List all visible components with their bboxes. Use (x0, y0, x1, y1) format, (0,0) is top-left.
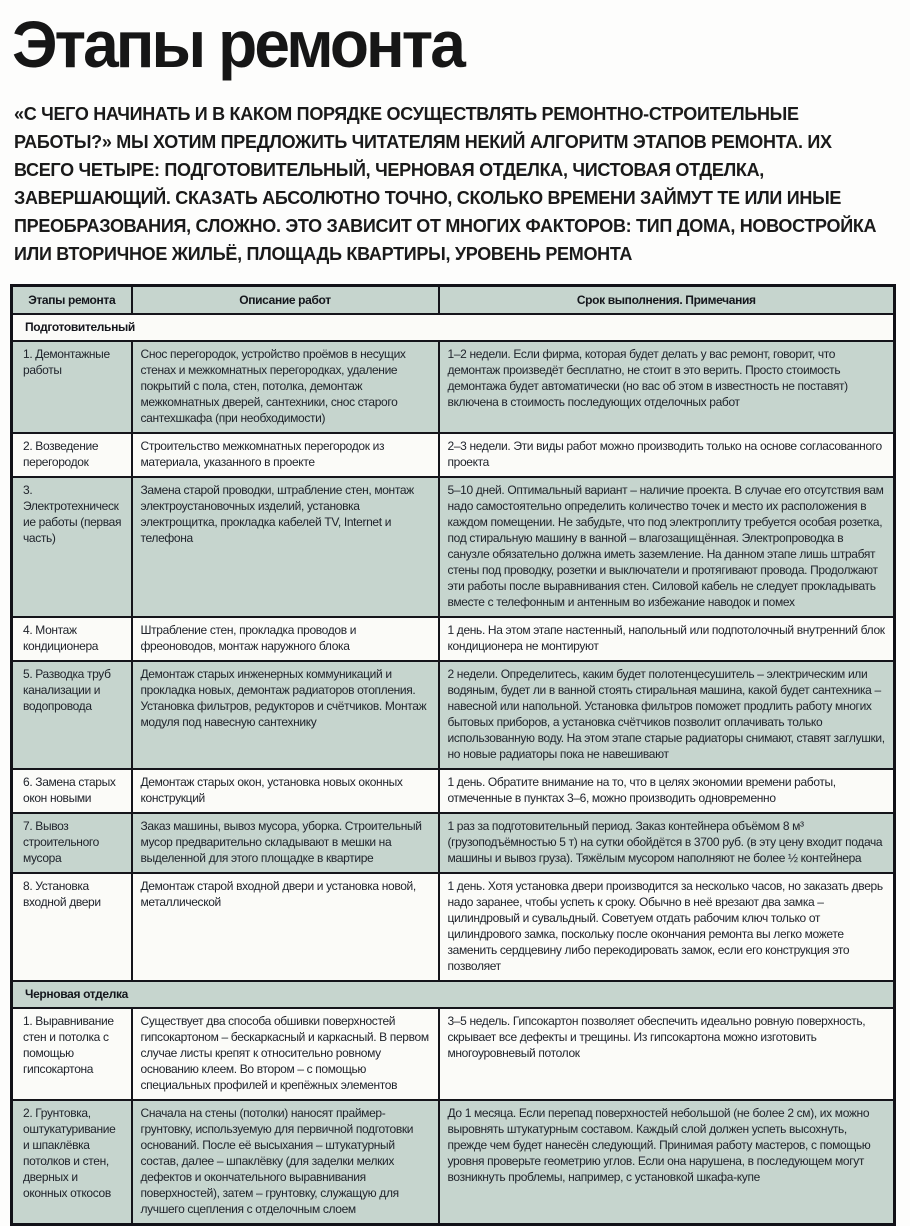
description-cell: Демонтаж старой входной двери и установка новой, металлической (132, 873, 439, 981)
notes-cell: 1–2 недели. Если фирма, которая будет делать у вас ремонт, говорит, что демонтаж произведёт бесплатно, не стоит в это верить. Просто стоимость демонтажа будет автоматически (но вас об этом в известность не поставят) включена в стоимость последующих отделочных работ (439, 341, 895, 433)
table-header-row (12, 286, 895, 315)
stage-cell: 5. Разводка труб канализации и водопровода (12, 661, 132, 769)
table-body (12, 314, 895, 1225)
table-row (12, 1100, 895, 1225)
notes-cell: 1 день. На этом этапе настенный, напольный или подпотолочный внутренний блок кондиционера не монтируют (439, 617, 895, 661)
stage-cell: 1. Выравнивание стен и потолка с помощью гипсокартона (12, 1008, 132, 1100)
table-row (12, 813, 895, 873)
section-title: Подготовительный (12, 314, 895, 341)
table-row (12, 341, 895, 433)
stage-cell: 1. Демонтажные работы (12, 341, 132, 433)
notes-cell: 2–3 недели. Эти виды работ можно производить только на основе согласованного проекта (439, 433, 895, 477)
description-cell: Строительство межкомнатных перегородок из материала, указанного в проекте (132, 433, 439, 477)
description-cell: Замена старой проводки, штрабление стен, монтаж электроустановочных изделий, установка электрощитка, прокладка кабелей TV, Internet и телефона (132, 477, 439, 617)
column-header-description: Описание работ (132, 286, 439, 315)
table-row (12, 769, 895, 813)
renovation-stages-table (10, 284, 896, 1226)
notes-cell: 1 день. Хотя установка двери производится за несколько часов, но заказать дверь надо заранее, чтобы успеть к сроку. Обычно в неё врезают два замка – цилиндровый и сувальдный. Советуем отдать рабочим ключ только от цилиндрового замка, поскольку после окончания ремонта вы легко можете заменить сердцевину либо перекодировать замок, если его конструкция это позволяет (439, 873, 895, 981)
notes-cell: 3–5 недель. Гипсокартон позволяет обеспечить идеально ровную поверхность, скрывает все дефекты и трещины. Из гипсокартона можно изготовить многоуровневый потолок (439, 1008, 895, 1100)
stage-cell: 2. Грунтовка, оштукатуривание и шпаклёвка потолков и стен, дверных и оконных откосов (12, 1100, 132, 1225)
column-header-duration-notes: Срок выполнения. Примечания (439, 286, 895, 315)
column-header-stage: Этапы ремонта (12, 286, 132, 315)
notes-cell: 1 раз за подготовительный период. Заказ контейнера объёмом 8 м³ (грузоподъёмностью 5 т) на сутки обойдётся в 3700 руб. (в эту цену входит подача машины и вывоз груза). Тяжёлым мусором наполняют не более ½ контейнера (439, 813, 895, 873)
table-row (12, 661, 895, 769)
notes-cell: 2 недели. Определитесь, каким будет полотенцесушитель – электрическим или водяным, будет ли в ванной стоять стиральная машина, какой будет сантехника – навесной или напольной. Установка фильтров поможет продлить работу многих бытовых приборов, а установка счётчиков позволит оплачивать только использованную воду. На этом этапе старые радиаторы снимают, ставят заглушки, но новые радиаторы пока не навешивают (439, 661, 895, 769)
section-header-row (12, 981, 895, 1008)
description-cell: Демонтаж старых инженерных коммуникаций и прокладка новых, демонтаж радиаторов отопления. Установка фильтров, редукторов и счётчиков. Монтаж модуля под навесную сантехнику (132, 661, 439, 769)
section-title: Черновая отделка (12, 981, 895, 1008)
section-header-row (12, 314, 895, 341)
intro-paragraph: «С ЧЕГО НАЧИНАТЬ И В КАКОМ ПОРЯДКЕ ОСУЩЕСТВЛЯТЬ РЕМОНТНО-СТРОИТЕЛЬНЫЕ РАБОТЫ?» МЫ ХОТИМ ПРЕДЛОЖИТЬ ЧИТАТЕЛЯМ НЕКИЙ АЛГОРИТМ ЭТАПОВ РЕМОНТА. ИХ ВСЕГО ЧЕТЫРЕ: ПОДГОТОВИТЕЛЬНЫЙ, ЧЕРНОВАЯ ОТДЕЛКА, ЧИСТОВАЯ ОТДЕЛКА, ЗАВЕРШАЮЩИЙ. СКАЗАТЬ АБСОЛЮТНО ТОЧНО, СКОЛЬКО ВРЕМЕНИ ЗАЙМУТ ТЕ ИЛИ ИНЫЕ ПРЕОБРАЗОВАНИЯ, СЛОЖНО. ЭТО ЗАВИСИТ ОТ МНОГИХ ФАКТОРОВ: ТИП ДОМА, НОВОСТРОЙКА ИЛИ ВТОРИЧНОЕ ЖИЛЬЁ, ПЛОЩАДЬ КВАРТИРЫ, УРОВЕНЬ РЕМОНТА (14, 104, 877, 264)
description-cell: Снос перегородок, устройство проёмов в несущих стенах и межкомнатных перегородках, удаление покрытий с пола, стен, потолка, демонтаж межкомнатных дверей, сантехники, снос старого сантехшкафа (при необходимости) (132, 341, 439, 433)
description-cell: Существует два способа обшивки поверхностей гипсокартоном – бескаркасный и каркасный. В первом случае листы крепят к относительно ровному основанию клеем. Во втором – с помощью специальных профилей и крепёжных элементов (132, 1008, 439, 1100)
stage-cell: 4. Монтаж кондиционера (12, 617, 132, 661)
notes-cell: 5–10 дней. Оптимальный вариант – наличие проекта. В случае его отсутствия вам надо самостоятельно определить количество точек и место их расположения в каждом помещении. Не забудьте, что под электроплиту требуется особая розетка, под стиральную машину в ванной – влагозащищённая. Электропроводка в санузле обязательно должна иметь заземление. На данном этапе лишь штрабят стены под проводку, розетки и выключатели и протягивают провода. Продолжают эти работы после выравнивания стен. Силовой кабель не следует прокладывать вместе с телефонным и антенным во избежание наводок и помех (439, 477, 895, 617)
notes-cell: 1 день. Обратите внимание на то, что в целях экономии времени работы, отмеченные в пунктах 3–6, можно производить одновременно (439, 769, 895, 813)
table-row (12, 477, 895, 617)
stage-cell: 6. Замена старых окон новыми (12, 769, 132, 813)
table-row (12, 617, 895, 661)
description-cell: Заказ машины, вывоз мусора, уборка. Строительный мусор предварительно складывают в мешки на выделенной для этого площадке в квартире (132, 813, 439, 873)
stage-cell: 3. Электротехнические работы (первая часть) (12, 477, 132, 617)
page-title: Этапы ремонта (12, 7, 463, 81)
description-cell: Сначала на стены (потолки) наносят праймер-грунтовку, используемую для первичной подготовки оснований. После её высыхания – штукатурный состав, далее – шпаклёвку (для заделки мелких дефектов и окончательного выравнивания поверхностей), затем – грунтовку, служащую для лучшего сцепления с отделочным слоем (132, 1100, 439, 1225)
stage-cell: 8. Установка входной двери (12, 873, 132, 981)
stage-cell: 2. Возведение перегородок (12, 433, 132, 477)
stage-cell: 7. Вывоз строительного мусора (12, 813, 132, 873)
table-row (12, 1008, 895, 1100)
description-cell: Демонтаж старых окон, установка новых оконных конструкций (132, 769, 439, 813)
description-cell: Штрабление стен, прокладка проводов и фреоноводов, монтаж наружного блока (132, 617, 439, 661)
table-row (12, 873, 895, 981)
table-row (12, 433, 895, 477)
notes-cell: До 1 месяца. Если перепад поверхностей небольшой (не более 2 см), их можно выровнять штукатурным составом. Каждый слой должен успеть высохнуть, прежде чем будет нанесён следующий. Принимая работу мастеров, с помощью уровня проверьте геометрию углов. Если она нарушена, в последующем могут возникнуть проблемы, например, с установкой шкафа-купе (439, 1100, 895, 1225)
